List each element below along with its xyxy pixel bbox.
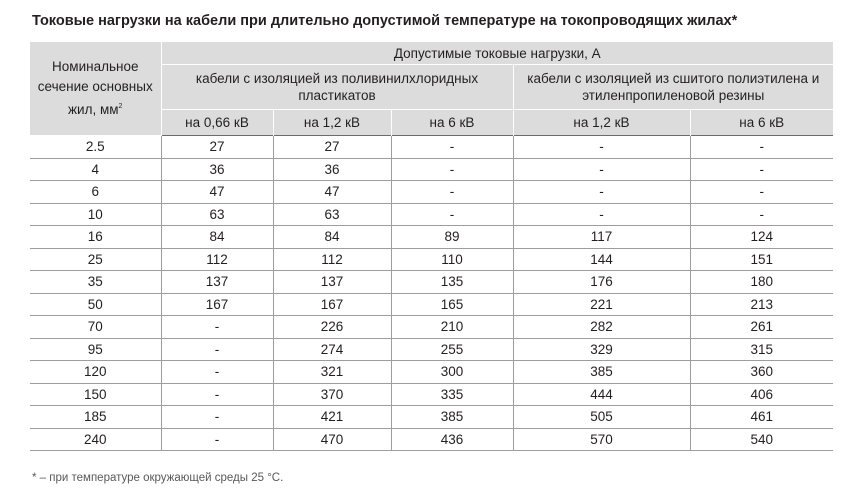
load-cell: 360 <box>690 361 833 384</box>
load-cell: 112 <box>161 248 273 271</box>
table-row <box>30 158 833 181</box>
voltage-header-xlpe-6: на 6 кВ <box>690 110 833 136</box>
load-cell: 255 <box>391 338 513 361</box>
current-load-table <box>30 42 833 451</box>
load-cell: 135 <box>391 271 513 294</box>
section-cell: 25 <box>30 248 161 271</box>
load-cell: 210 <box>391 316 513 339</box>
group-xlpe-header: кабели с изоляцией из сшитого полиэтилена и этиленпропиленовой резины <box>513 65 833 110</box>
load-cell: 47 <box>161 181 273 204</box>
table-row <box>30 136 833 159</box>
table-row <box>30 338 833 361</box>
table-row <box>30 428 833 451</box>
group-pvc-header: кабели с изоляцией из поливинилхлоридных пластикатов <box>161 65 513 110</box>
load-cell: - <box>690 136 833 159</box>
table-row <box>30 203 833 226</box>
load-cell: 505 <box>513 406 690 429</box>
section-header <box>30 42 161 136</box>
table-row <box>30 406 833 429</box>
load-cell: 63 <box>273 203 391 226</box>
section-header-label: Номинальное сечение основных жил, мм <box>37 59 153 117</box>
load-cell: 470 <box>273 428 391 451</box>
table-title: Токовые нагрузки на кабели при длительно допустимой температуре на токопроводящих жилах* <box>32 13 738 29</box>
section-cell: 95 <box>30 338 161 361</box>
load-cell: - <box>161 361 273 384</box>
load-cell: 36 <box>161 158 273 181</box>
footnote: * – при температуре окружающей среды 25 °С. <box>32 472 284 484</box>
voltage-header-pvc-6: на 6 кВ <box>391 110 513 136</box>
voltage-header-pvc-066: на 0,66 кВ <box>161 110 273 136</box>
table-row <box>30 293 833 316</box>
load-cell: 329 <box>513 338 690 361</box>
load-cell: 461 <box>690 406 833 429</box>
load-cell: 282 <box>513 316 690 339</box>
load-cell: - <box>513 203 690 226</box>
voltage-header-pvc-12: на 1,2 кВ <box>273 110 391 136</box>
section-cell: 10 <box>30 203 161 226</box>
load-cell: - <box>690 158 833 181</box>
load-cell: 315 <box>690 338 833 361</box>
load-cell: 176 <box>513 271 690 294</box>
load-cell: - <box>690 181 833 204</box>
load-cell: 47 <box>273 181 391 204</box>
table-row <box>30 248 833 271</box>
load-cell: 321 <box>273 361 391 384</box>
section-cell: 4 <box>30 158 161 181</box>
load-cell: - <box>161 428 273 451</box>
load-cell: 444 <box>513 383 690 406</box>
load-cell: - <box>391 181 513 204</box>
section-cell: 70 <box>30 316 161 339</box>
load-cell: 124 <box>690 226 833 249</box>
load-cell: 144 <box>513 248 690 271</box>
load-cell: 540 <box>690 428 833 451</box>
load-cell: 385 <box>391 406 513 429</box>
load-cell: - <box>513 181 690 204</box>
load-cell: 27 <box>161 136 273 159</box>
load-cell: 167 <box>273 293 391 316</box>
section-cell: 16 <box>30 226 161 249</box>
load-cell: 436 <box>391 428 513 451</box>
load-cell: 27 <box>273 136 391 159</box>
load-cell: 84 <box>273 226 391 249</box>
section-cell: 150 <box>30 383 161 406</box>
table-body <box>30 136 833 451</box>
load-cell: 151 <box>690 248 833 271</box>
load-cell: - <box>513 158 690 181</box>
section-header-unit-sup: 2 <box>118 103 123 110</box>
load-cell: 180 <box>690 271 833 294</box>
load-cell: 110 <box>391 248 513 271</box>
section-cell: 50 <box>30 293 161 316</box>
table-row <box>30 271 833 294</box>
load-cell: 385 <box>513 361 690 384</box>
table-row <box>30 226 833 249</box>
load-cell: - <box>513 136 690 159</box>
load-cell: - <box>391 136 513 159</box>
section-cell: 185 <box>30 406 161 429</box>
voltage-header-xlpe-12: на 1,2 кВ <box>513 110 690 136</box>
load-cell: 137 <box>161 271 273 294</box>
load-cell: 406 <box>690 383 833 406</box>
section-cell: 120 <box>30 361 161 384</box>
load-cell: 370 <box>273 383 391 406</box>
load-cell: 117 <box>513 226 690 249</box>
load-cell: 84 <box>161 226 273 249</box>
load-cell: - <box>391 158 513 181</box>
section-cell: 35 <box>30 271 161 294</box>
section-cell: 2.5 <box>30 136 161 159</box>
load-cell: 36 <box>273 158 391 181</box>
load-cell: 89 <box>391 226 513 249</box>
load-cell: - <box>161 316 273 339</box>
load-cell: 300 <box>391 361 513 384</box>
table-row <box>30 181 833 204</box>
loads-header: Допустимые токовые нагрузки, А <box>161 42 833 65</box>
load-cell: 165 <box>391 293 513 316</box>
load-cell: 421 <box>273 406 391 429</box>
load-cell: 221 <box>513 293 690 316</box>
table-row <box>30 383 833 406</box>
load-cell: 570 <box>513 428 690 451</box>
load-cell: 213 <box>690 293 833 316</box>
load-cell: 226 <box>273 316 391 339</box>
section-cell: 240 <box>30 428 161 451</box>
table-row <box>30 316 833 339</box>
section-cell: 6 <box>30 181 161 204</box>
load-cell: 261 <box>690 316 833 339</box>
load-cell: 274 <box>273 338 391 361</box>
table-row <box>30 361 833 384</box>
load-cell: 137 <box>273 271 391 294</box>
load-cell: 63 <box>161 203 273 226</box>
load-cell: - <box>161 406 273 429</box>
load-cell: - <box>391 203 513 226</box>
load-cell: - <box>690 203 833 226</box>
load-cell: - <box>161 338 273 361</box>
load-cell: 112 <box>273 248 391 271</box>
load-cell: 335 <box>391 383 513 406</box>
load-cell: 167 <box>161 293 273 316</box>
load-cell: - <box>161 383 273 406</box>
